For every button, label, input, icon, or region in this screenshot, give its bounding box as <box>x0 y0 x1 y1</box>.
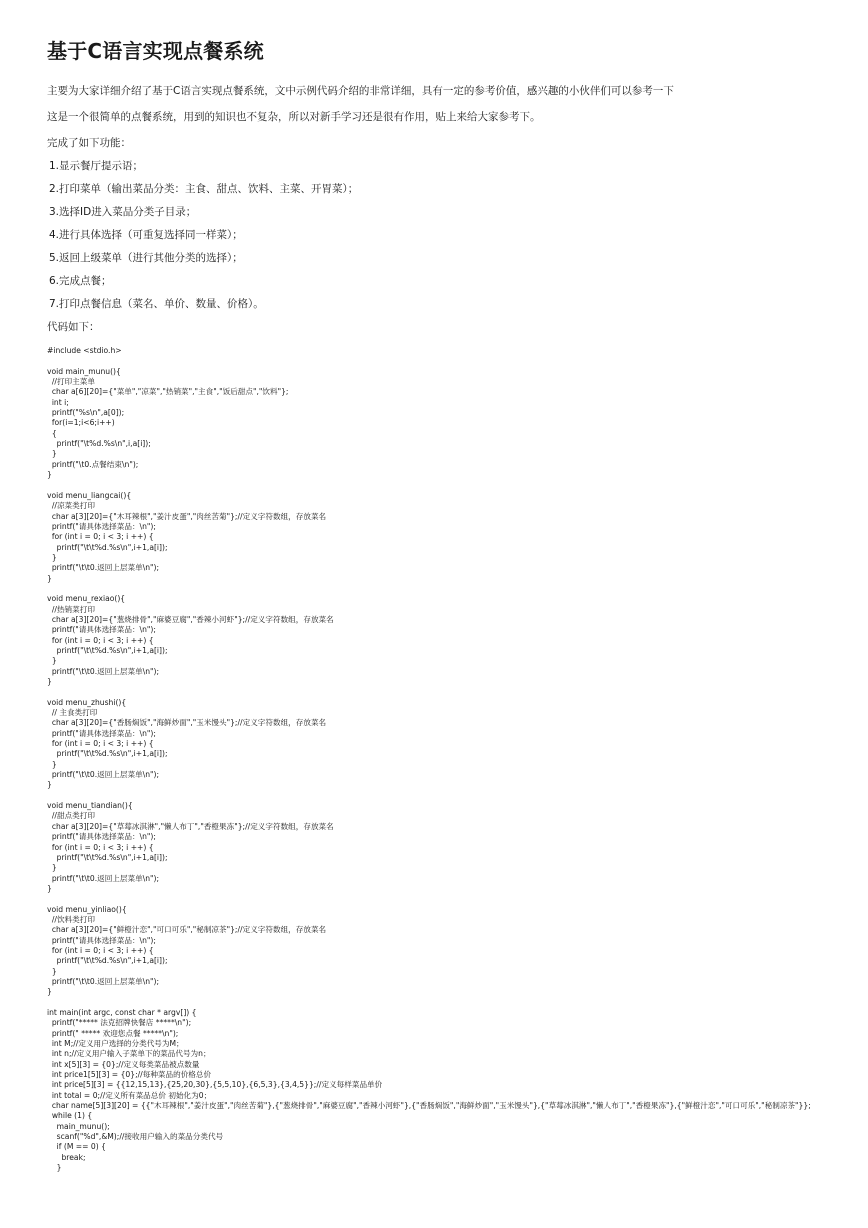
code-lead: 代码如下： <box>47 321 100 333</box>
article-summary: 主要为大家详细介绍了基于C语言实现点餐系统，文中示例代码介绍的非常详细，具有一定的参考价值，感兴趣的小伙伴们可以参考一下 <box>47 85 674 97</box>
feature-item: 6.完成点餐； <box>49 275 112 287</box>
feature-item: 5.返回上级菜单（进行其他分类的选择）； <box>49 252 243 264</box>
feature-item: 1.显示餐厅提示语； <box>49 160 144 172</box>
article-title: 基于C语言实现点餐系统 <box>47 39 264 63</box>
article-paragraph: 这是一个很简单的点餐系统，用到的知识也不复杂，所以对新手学习还是很有作用，贴上来给大家参考下。 <box>47 111 541 123</box>
code-block: #include <stdio.h> void main_munu(){ //打印主菜单 char a[6][20]={"菜单","凉菜","热销菜","主食","饭后甜点","饮料"}; int i; printf("%s\n",a[0]); for(i=1;i<6;i++) { printf("\t%d.%s\n",i,a[i]); } printf("\t0.点餐结束\n"); } void menu_liangcai(){ //凉菜类打印 char a[3][20]={"木耳辣根","姜汁皮蛋","肉丝苦菊"};//定义字符数组，存放菜名 printf("请具体选择菜品：\n"); for (int i = 0; i < 3; i ++) { printf("\t\t%d.%s\n",i+1,a[i]); } printf("\t\t0.返回上层菜单\n"); } void menu_rexiao(){ //热销菜打印 char a[3][20]={"葱烧排骨","麻婆豆腐","香辣小河虾"};//定义字符数组，存放菜名 printf("请具体选择菜品：\n"); for (int i = 0; i < 3; i ++) { printf("\t\t%d.%s\n",i+1,a[i]); } printf("\t\t0.返回上层菜单\n"); } void menu_zhushi(){ // 主食类打印 char a[3][20]={"香肠焖饭","海鲜炒面","玉米馒头"};//定义字符数组，存放菜名 printf("请具体选择菜品：\n"); for (int i = 0; i < 3; i ++) { printf("\t\t%d.%s\n",i+1,a[i]); } printf("\t\t0.返回上层菜单\n"); } void menu_tiandian(){ //甜点类打印 char a[3][20]={"草莓冰淇淋","懒人布丁","香橙果冻"};//定义字符数组，存放菜名 printf("请具体选择菜品：\n"); for (int i = 0; i < 3; i ++) { printf("\t\t%d.%s\n",i+1,a[i]); } printf("\t\t0.返回上层菜单\n"); } void menu_yinliao(){ //饮料类打印 char a[3][20]={"鲜橙汁恋","可口可乐","秘制凉茶"};//定义字符数组，存放菜名 printf("请具体选择菜品：\n"); for (int i = 0; i < 3; i ++) { printf("\t\t%d.%s\n",i+1,a[i]); } printf("\t\t0.返回上层菜单\n"); } int main(int argc, const char * argv[]) { printf("***** 法克招牌快餐店 *****\n"); printf(" ***** 欢迎您点餐 *****\n"); int M;//定义用户选择的分类代号为M； int n;//定义用户输入子菜单下的菜品代号为n； int x[5][3] = {0};//定义每类菜品被点数量 int price1[5][3] = {0};//每种菜品的价格总价 int price[5][3] = {{12,15,13},{25,20,30},{5,5,10},{6,5,3},{3,4,5}};//定义每样菜品单价 int total = 0;//定义所有菜品总价 初始化为0； char name[5][3][20] = {{"木耳辣根","姜汁皮蛋","肉丝苦菊"},{"葱烧排骨","麻婆豆腐","香辣小河虾"},{"香肠焖饭","海鲜炒面","玉米馒头"},{"草莓冰淇淋","懒人布丁","香橙果冻"},{"鲜橙汁恋","可口可乐","秘制凉茶"}}; while (1) { main_munu(); scanf("%d",&M);//接收用户输入的菜品分类代号 if (M == 0) { break; } <box>47 346 811 1173</box>
feature-item: 3.选择ID进入菜品分类子目录； <box>49 206 197 218</box>
features-lead: 完成了如下功能： <box>47 137 131 149</box>
feature-item: 4.进行具体选择（可重复选择同一样菜）； <box>49 229 243 241</box>
feature-item: 7.打印点餐信息（菜名、单价、数量、价格）。 <box>49 298 264 310</box>
feature-item: 2.打印菜单（输出菜品分类：主食、甜点、饮料、主菜、开胃菜）； <box>49 183 359 195</box>
